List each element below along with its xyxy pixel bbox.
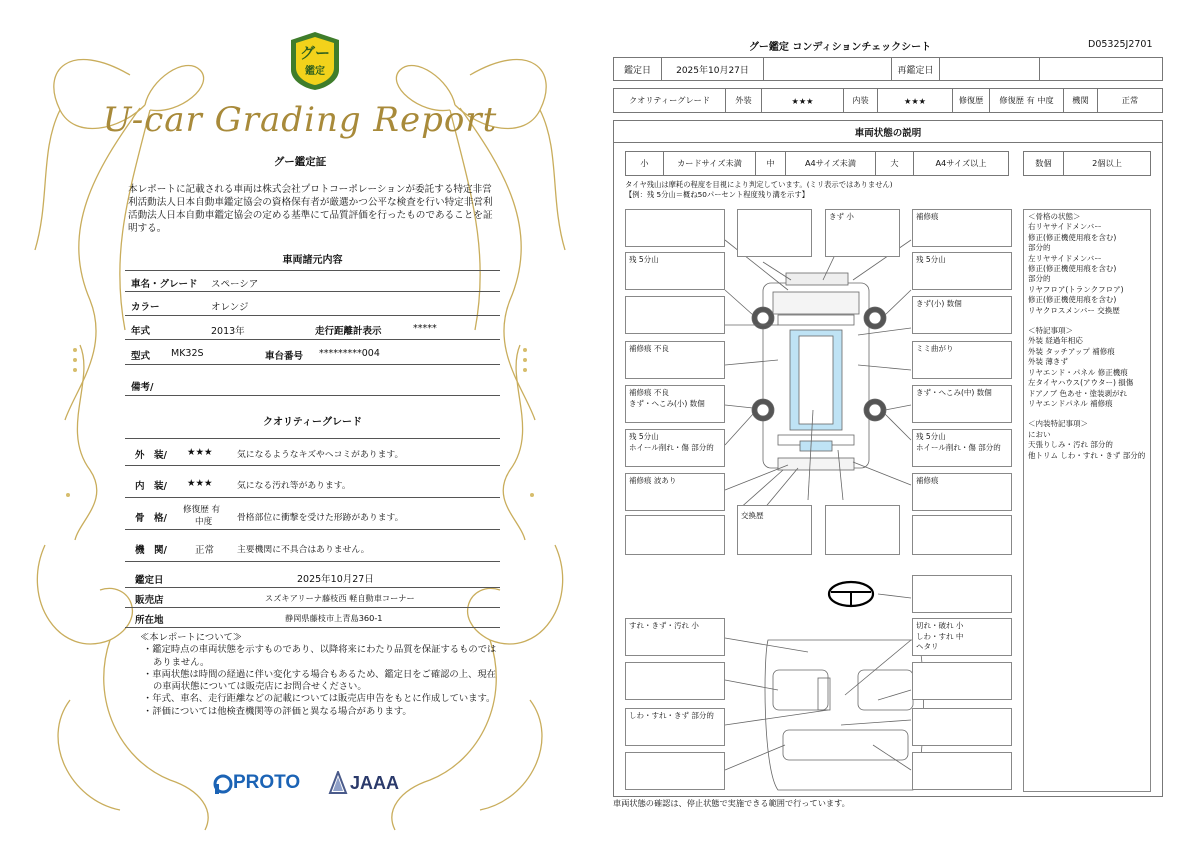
engine-value: 正常 — [195, 545, 215, 556]
tag-tire-front-left: 残 5分山 — [625, 252, 725, 290]
sheet-ext-stars: ★★★ — [762, 89, 844, 112]
tag-box-empty — [912, 752, 1012, 790]
interior-label: 内 装/ — [135, 481, 167, 492]
tag-box-empty — [625, 296, 725, 334]
count-legend — [1023, 151, 1151, 176]
grade-row — [613, 88, 1163, 113]
frame-label: 骨 格/ — [135, 513, 167, 524]
tag-box-empty — [912, 708, 1012, 746]
tag-line: ホイール削れ・傷 部分的 — [916, 442, 1001, 452]
chassis-label: 車台番号 — [265, 351, 304, 362]
spec-row-year — [125, 318, 500, 340]
tag-box-empty — [625, 209, 725, 247]
date-label: 鑑定日 — [135, 575, 164, 586]
legend-line: 修正(修正機使用痕を含む) — [1028, 232, 1117, 242]
size-large-desc: A4サイズ以上 — [935, 158, 987, 168]
grade-label: クオリティーグレード — [614, 89, 726, 112]
shop-value: スズキアリーナ藤枝西 軽自動車コーナー — [265, 593, 415, 603]
spec-row-color — [125, 294, 500, 316]
tag-box-empty — [912, 515, 1012, 555]
tag-box-empty — [912, 575, 1012, 613]
tag-tire-rear-right — [912, 429, 1012, 467]
tag-repair-top-right: 補修痕 — [912, 209, 1012, 247]
report-script-title: U-car Grading Report — [102, 100, 498, 140]
chassis-value: *********004 — [319, 348, 380, 359]
tag-repair-bad: 補修痕 不良 — [625, 341, 725, 379]
sheet-date-value: 2025年10月27日 — [662, 58, 764, 80]
remarks-label: 備考/ — [131, 382, 154, 393]
year-value: 2013年 — [211, 326, 245, 337]
redate-value — [940, 58, 1040, 80]
date-value: 2025年10月27日 — [297, 574, 374, 585]
legend-line: 外装 タッチアップ 補修痕 — [1028, 346, 1115, 356]
date-blank — [764, 58, 892, 80]
jaaa-logo-text: JAAA — [350, 773, 400, 793]
frame-text: 骨格部位に衝撃を受けた形跡があります。 — [237, 513, 404, 523]
name-label: 車名・グレード — [131, 279, 198, 290]
tag-box-empty — [625, 515, 725, 555]
tag-box-empty — [912, 662, 1012, 700]
redate-label: 再鑑定日 — [892, 58, 940, 80]
tag-repair-bad-2 — [625, 385, 725, 423]
tag-box-empty — [625, 662, 725, 700]
sheet-ext-label: 外装 — [726, 89, 762, 112]
legend-line: ＜内装特記事項＞ — [1028, 419, 1088, 429]
proto-logo-icon — [213, 773, 233, 795]
sheet-title: グー鑑定 コンディションチェックシート — [748, 42, 932, 53]
legend-line: リヤフロア(トランクフロア) — [1028, 284, 1124, 294]
legend-line: 天張りしみ・汚れ 部分的 — [1028, 440, 1113, 450]
tag-line: きず・へこみ(小) 数個 — [629, 398, 705, 408]
note-item: ・鑑定時点の車両状態を示すものであり、以降将来にわたり品質を保証するものではありません。 — [143, 644, 497, 668]
certificate-body: 本レポートに記載される車両は株式会社プロトコーポレーションが委託する特定非営利活動法人日本自動車鑑定協会の資格保有者が厳選かつ公平な検査を行い特定非営利活動法人日本自動車鑑定協会の定める基準にて品質評価を行ったものであることを証明する。 — [128, 184, 493, 234]
spec-row-name — [125, 270, 500, 292]
tag-seat-front-right — [912, 618, 1012, 656]
exterior-text: 気になるようなキズやヘコミがあります。 — [237, 450, 404, 460]
repair-label: 修復歴 — [953, 89, 990, 112]
note-item: ・評価については他検査機関等の評価と異なる場合があります。 — [143, 705, 412, 717]
svg-text:鑑定: 鑑定 — [305, 66, 325, 77]
legend-line: 右リヤサイドメンバー — [1028, 222, 1102, 232]
proto-logo-text: PROTO — [233, 772, 301, 793]
tag-line: ヘタリ — [916, 642, 939, 651]
size-small: 小 — [626, 152, 664, 175]
info-row-address — [125, 608, 500, 628]
legend-line: 部分的 — [1028, 243, 1051, 253]
tag-line: 残 5分山 — [916, 432, 946, 441]
condition-legend — [1023, 209, 1151, 792]
address-label: 所在地 — [135, 615, 164, 626]
note-item: ・車両状態は時間の経過に伴い変化する場合もあるため、鑑定日をご確認の上、現在の車両状態については販売店にお問合せください。 — [143, 668, 496, 693]
model-value: MK32S — [171, 348, 204, 359]
legend-line — [1028, 409, 1146, 419]
legend-line: におい — [1028, 429, 1051, 439]
tag-line: 残 5分山 — [629, 432, 659, 441]
quality-row-exterior — [125, 438, 500, 466]
interior-text: 気になる汚れ等があります。 — [237, 481, 351, 491]
legend-line: 外装 経過年相応 — [1028, 336, 1083, 346]
frame-value-1: 修復歴 有 — [183, 505, 221, 515]
note-item: ・年式、車名、走行距離などの記載については販売店申告をもとに作成しています。 — [143, 693, 496, 705]
report-notes — [140, 632, 500, 718]
tag-line: 補修痕 不良 — [629, 388, 669, 397]
quality-row-engine — [125, 534, 500, 562]
tag-kizu-small: きず 小 — [825, 209, 900, 257]
frame-value-2: 中度 — [195, 517, 213, 527]
name-value: スペーシア — [211, 279, 259, 290]
size-mid-desc: A4サイズ未満 — [786, 152, 876, 175]
size-legend — [625, 151, 1009, 176]
tag-line: しわ・すれ 中 — [916, 631, 964, 641]
engine-label: 機 関/ — [135, 545, 167, 556]
legend-line: リヤエンド・パネル 修正機痕 — [1028, 367, 1128, 377]
tag-exchange: 交換歴 — [741, 511, 764, 520]
tag-kizu-count: きず(小) 数個 — [912, 296, 1012, 334]
tag-seat-rear-left: しわ・すれ・きず 部分的 — [625, 708, 725, 746]
legend-line: 修正(修正機使用痕を含む) — [1028, 295, 1117, 305]
mileage-value: ***** — [413, 323, 437, 334]
size-small-desc: カードサイズ未満 — [664, 152, 756, 175]
svg-text:グー: グー — [299, 44, 331, 62]
legend-line — [1028, 316, 1146, 326]
quality-row-interior — [125, 470, 500, 498]
tire-note — [625, 180, 893, 200]
goo-seal-icon — [287, 30, 343, 92]
engine-text: 主要機関に不具合はありません。 — [237, 545, 370, 555]
year-label: 年式 — [131, 326, 151, 337]
tag-mimi: ミミ曲がり — [912, 341, 1012, 379]
tag-box-empty — [737, 209, 812, 257]
repair-value: 修復歴 有 中度 — [990, 89, 1064, 112]
tag-tire-front-right: 残 5分山 — [912, 252, 1012, 290]
sheet-footer: 車両状態の確認は、停止状態で実施できる範囲で行っています。 — [613, 798, 850, 808]
interior-stars: ★★★ — [187, 478, 213, 489]
spec-row-remarks — [125, 374, 500, 396]
color-label: カラー — [131, 302, 160, 313]
legend-line: ＜骨格の状態＞ — [1028, 212, 1081, 221]
info-row-shop — [125, 588, 500, 608]
tag-repair-rear-right: 補修痕 — [912, 473, 1012, 511]
tag-box-empty — [825, 505, 900, 555]
legend-line: リヤクロスメンバー 交換歴 — [1028, 305, 1120, 315]
legend-line: 左タイヤハウス(アウター) 損傷 — [1028, 378, 1134, 388]
tag-line: ホイール削れ・傷 部分的 — [629, 442, 714, 452]
legend-line: 修正(修正機使用痕を含む) — [1028, 264, 1117, 274]
sheet-date-label: 鑑定日 — [614, 58, 662, 80]
tag-kizu-mid: きず・へこみ(中) 数個 — [912, 385, 1012, 423]
address-value: 静岡県藤枝市上青島360-1 — [285, 613, 383, 623]
legend-line: リヤエンドパネル 補修痕 — [1028, 398, 1113, 408]
info-row-date — [125, 568, 500, 588]
tag-seat-front-left: すれ・きず・汚れ 小 — [625, 618, 725, 656]
count-desc: 2個以上 — [1092, 158, 1122, 168]
spec-row-model — [125, 343, 500, 365]
sheet-int-label: 内装 — [844, 89, 878, 112]
legend-line: 他トリム しわ・すれ・きず 部分的 — [1028, 450, 1146, 460]
mileage-label: 走行距離計表示 — [315, 326, 382, 337]
legend-line: 部分的 — [1028, 274, 1051, 284]
exterior-stars: ★★★ — [187, 447, 213, 458]
size-large: 大 — [876, 152, 914, 175]
document-id: D05325J2701 — [1088, 39, 1153, 50]
legend-line: ドアノブ 色あせ・塗装剥がれ — [1028, 388, 1128, 398]
date-row — [613, 57, 1163, 81]
state-heading: 車両状態の説明 — [613, 121, 1163, 143]
count-label: 数個 — [1024, 152, 1064, 175]
tag-line: 切れ・破れ 小 — [916, 621, 964, 630]
sheet-int-stars: ★★★ — [878, 89, 953, 112]
tag-tire-rear-left — [625, 429, 725, 467]
color-value: オレンジ — [211, 302, 249, 313]
tag-repair-wave: 補修痕 波あり — [625, 473, 725, 511]
shop-label: 販売店 — [135, 595, 164, 606]
exterior-label: 外 装/ — [135, 450, 167, 461]
certificate-title: グー鑑定証 — [273, 156, 327, 168]
jaaa-logo-icon — [328, 771, 348, 795]
legend-line: 外装 薄きず — [1028, 357, 1068, 367]
size-mid: 中 — [756, 152, 786, 175]
tire-note-line-1: タイヤ残山は摩耗の程度を目視により判定しています。(ミリ表示ではありません) — [625, 180, 893, 189]
spec-heading: 車両諸元内容 — [282, 255, 343, 266]
legend-line: ＜特記事項＞ — [1028, 326, 1073, 336]
sheet-engine-label: 機関 — [1064, 89, 1098, 112]
notes-title: ≪本レポートについて≫ — [140, 632, 243, 643]
tag-box-empty — [625, 752, 725, 790]
legend-line: 左リヤサイドメンバー — [1028, 253, 1102, 263]
model-label: 型式 — [131, 351, 151, 362]
sheet-engine-value: 正常 — [1121, 95, 1139, 105]
quality-heading: クオリティーグレード — [263, 417, 362, 428]
quality-row-frame — [125, 502, 500, 530]
tire-note-line-2: 【例：残 5分山＝概ね50パーセント程度残り溝を示す】 — [625, 190, 809, 199]
footer-logos — [213, 770, 413, 798]
